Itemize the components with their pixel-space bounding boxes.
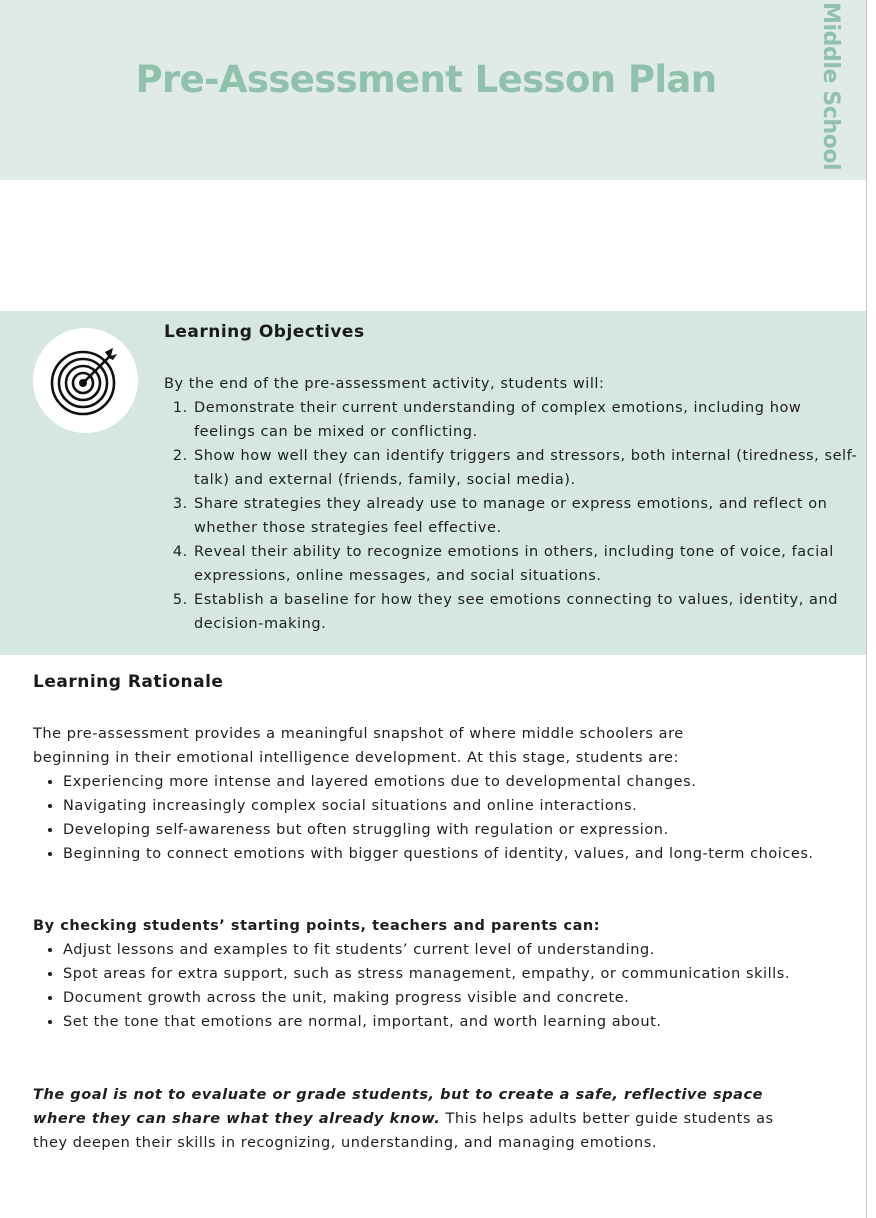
goal-rest: This helps adults better guide students as they deepen their skills in recognizing, understanding, and managing emotions. [33,1111,774,1151]
checking-list [33,938,833,1034]
objective-item: 2. Show how well they can identify triggers and stressors, both internal (tiredness, self-talk) and external (friends, family, social media). [193,444,863,492]
objectives-intro: By the end of the pre-assessment activity, students will: [164,376,605,392]
stage-list [33,770,833,866]
page-edge-divider [866,0,867,1218]
objective-item: 5. Establish a baseline for how they see emotions connecting to values, identity, and decision-making. [193,588,863,636]
list-item: • Beginning to connect emotions with bigger questions of identity, values, and long-term choices. [63,842,833,866]
goal-emphasis: The goal is not to evaluate or grade students, but to create a safe, reflective space where they can share what they already know. [33,1087,763,1127]
objective-item: 3. Share strategies they already use to manage or express emotions, and reflect on whether those strategies feel effective. [193,492,863,540]
rationale-heading: Learning Rationale [33,672,224,692]
list-item: • Navigating increasingly complex social situations and online interactions. [63,794,833,818]
list-item: • Document growth across the unit, making progress visible and concrete. [63,986,833,1010]
target-icon [33,328,138,433]
list-item: • Experiencing more intense and layered emotions due to developmental changes. [63,770,833,794]
checking-heading: By checking students’ starting points, teachers and parents can: [33,918,601,934]
page-title: Pre-Assessment Lesson Plan [135,58,717,101]
list-item: • Set the tone that emotions are normal, important, and worth learning about. [63,1010,833,1034]
objective-item: 1. Demonstrate their current understanding of complex emotions, including how feelings can be mixed or conflicting. [193,396,863,444]
goal-paragraph [33,1083,793,1155]
objective-item: 4. Reveal their ability to recognize emotions in others, including tone of voice, facial expressions, online messages, and social situations. [193,540,863,588]
list-item: • Spot areas for extra support, such as stress management, empathy, or communication skills. [63,962,833,986]
list-item: • Developing self-awareness but often struggling with regulation or expression. [63,818,833,842]
list-item: • Adjust lessons and examples to fit students’ current level of understanding. [63,938,833,962]
objectives-list [174,396,863,636]
rationale-intro: The pre-assessment provides a meaningful snapshot of where middle schoolers are beginning in their emotional intelligence development. At this stage, students are: [33,726,684,766]
target-icon-badge [33,328,138,433]
grade-level-label: Middle School [818,2,843,171]
objectives-heading: Learning Objectives [164,322,365,342]
